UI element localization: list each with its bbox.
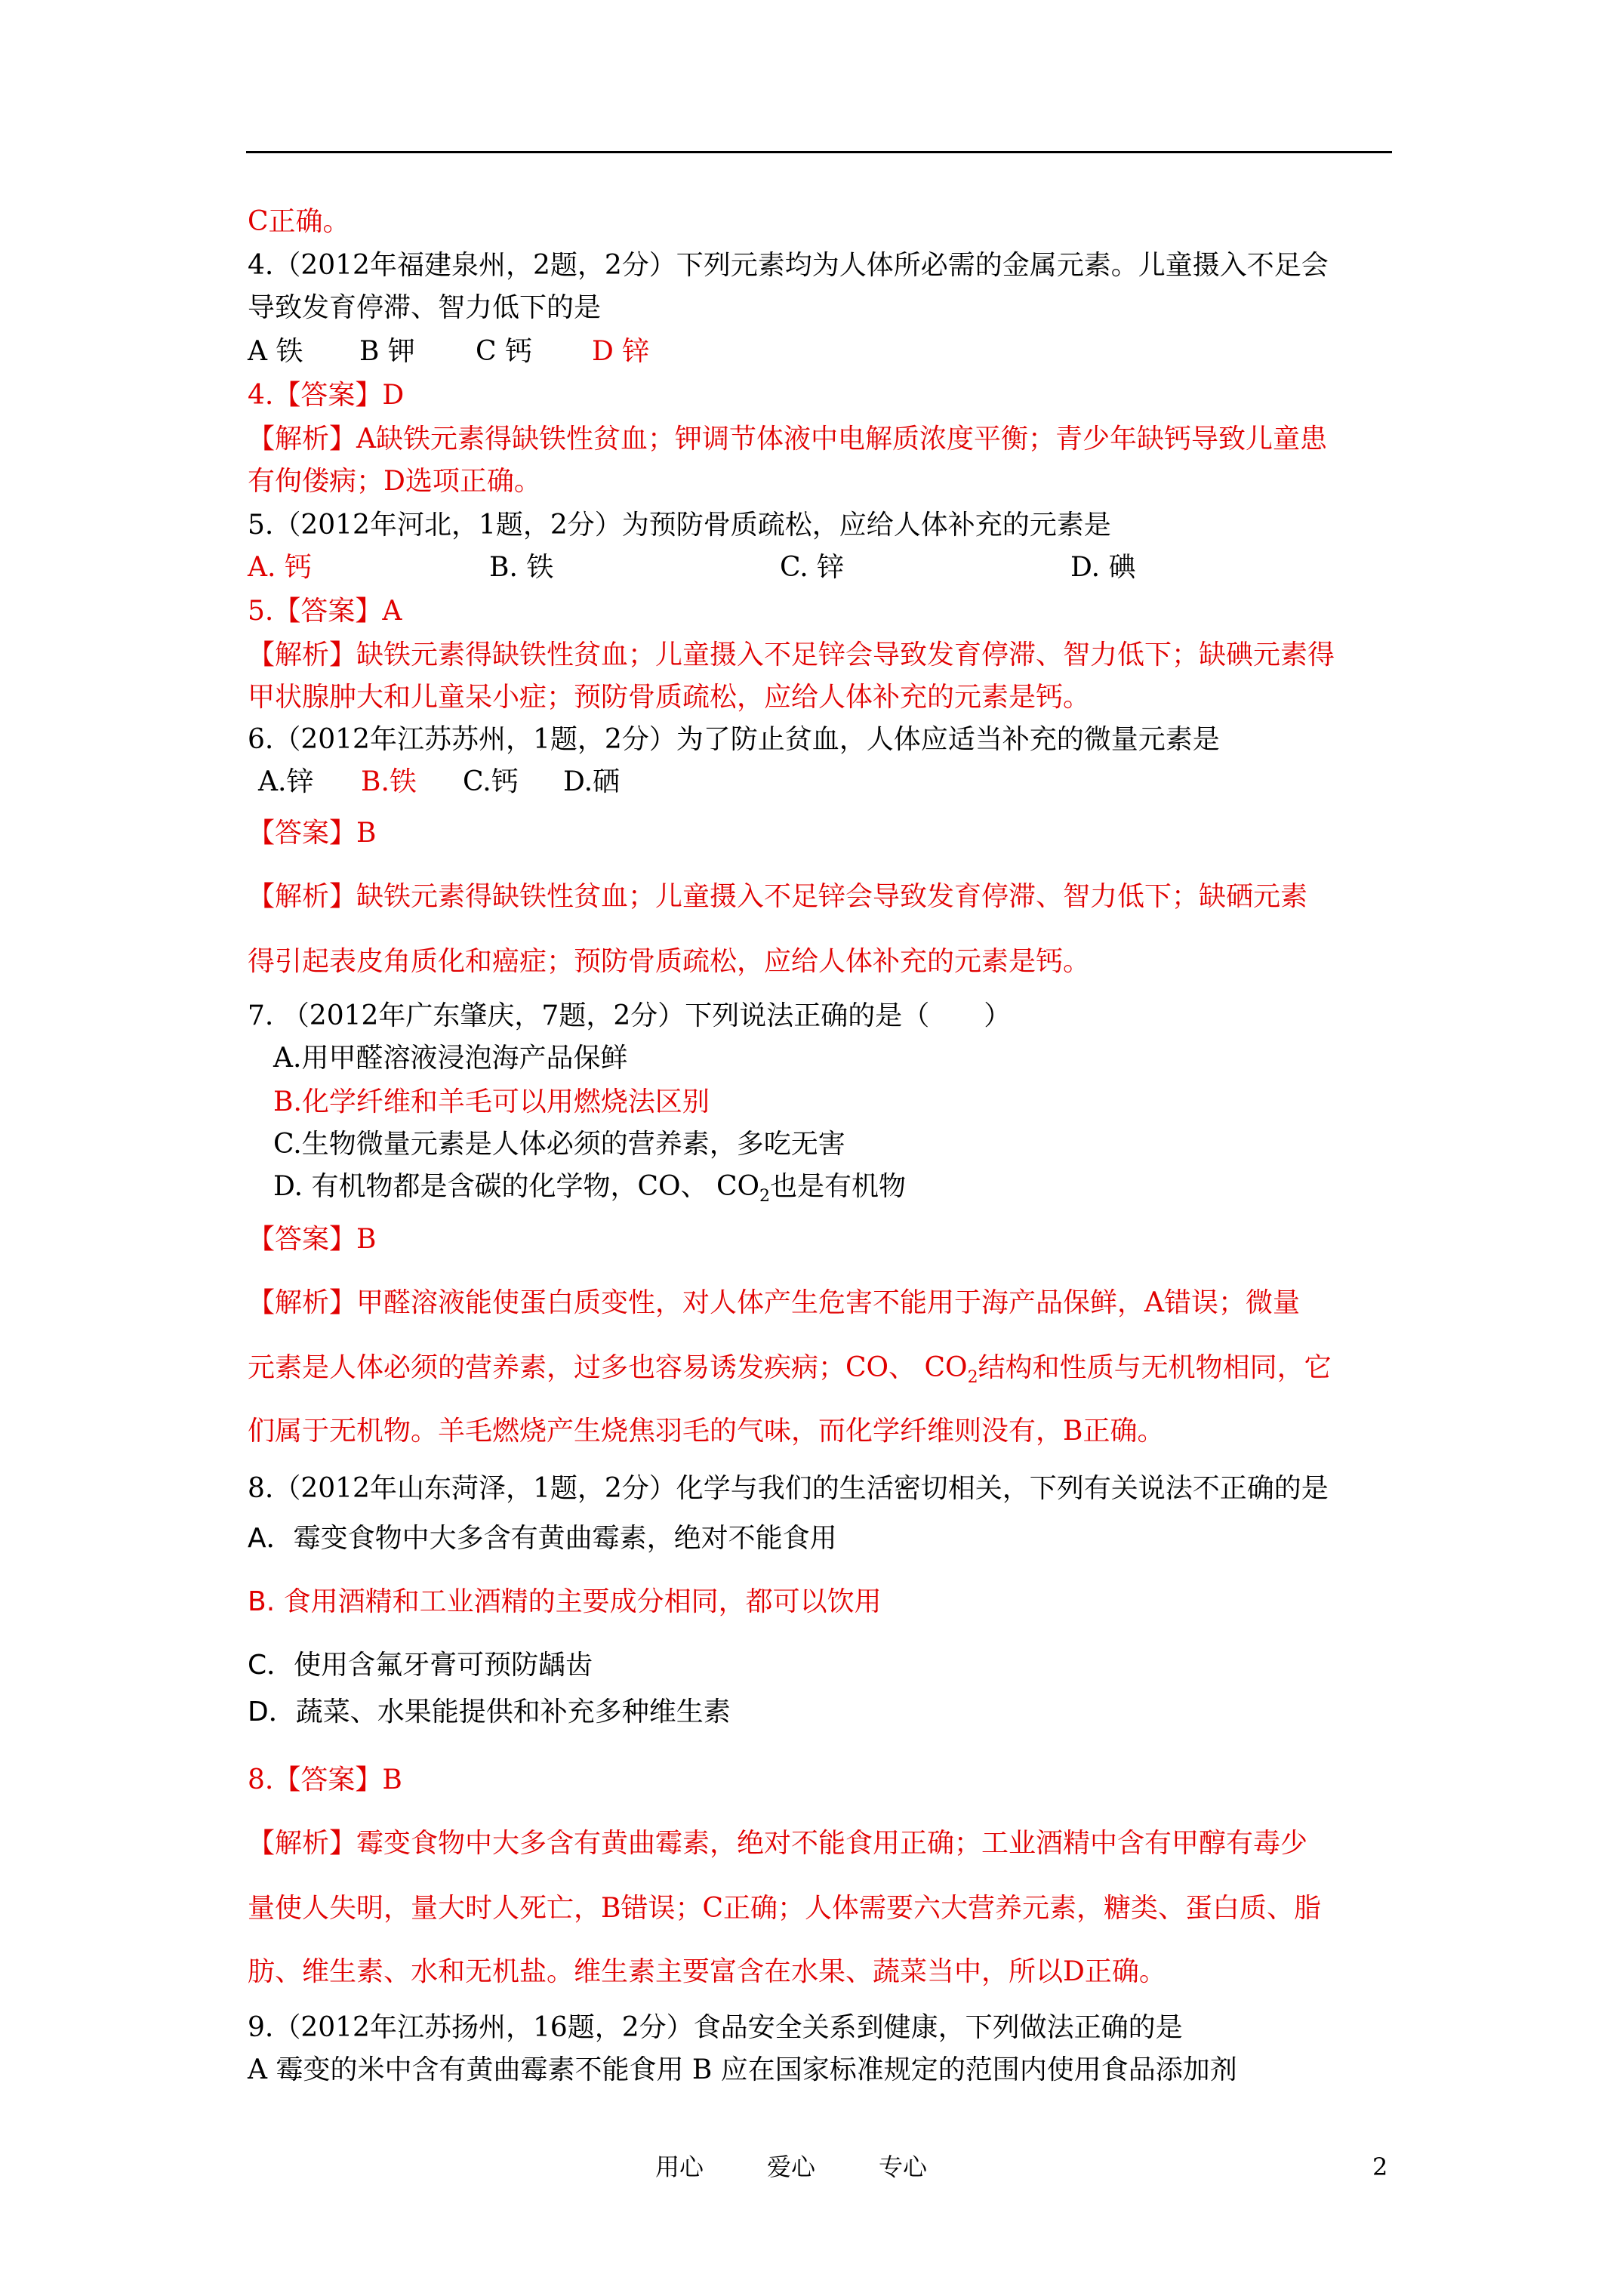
- q5-stem: 5.（2012年河北，1题，2分）为预防骨质疏松，应给人体补充的元素是: [248, 510, 1111, 541]
- q5-option-a: A. 钙: [248, 552, 312, 583]
- footer-word-1: 用心: [655, 2153, 704, 2181]
- q4-stem-cont: 导致发育停滞、智力低下的是: [248, 292, 602, 323]
- q7-option-d-text: D. 有机物都是含碳的化学物，CO、 CO: [273, 1171, 760, 1202]
- q7-analysis: 【解析】甲醛溶液能使蛋白质变性，对人体产生危害不能用于海产品保鲜，A错误；微量: [248, 1287, 1300, 1318]
- header-rule: [246, 151, 1392, 153]
- q4-option-b: B 钾: [359, 336, 415, 367]
- q7-analysis-text: 元素是人体必须的营养素，过多也容易诱发疾病；CO、 CO: [248, 1352, 968, 1383]
- q7-analysis-text-end: 结构和性质与无机物相同，它: [978, 1352, 1332, 1383]
- q6-analysis: 【解析】缺铁元素得缺铁性贫血；儿童摄入不足锌会导致发育停滞、智力低下；缺硒元素: [248, 881, 1308, 912]
- q4-option-a: A 铁: [248, 336, 303, 367]
- q8-stem: 8.（2012年山东菏泽，1题，2分）化学与我们的生活密切相关，下列有关说法不正确的是: [248, 1473, 1329, 1504]
- q5-answer: 5.【答案】A: [248, 596, 402, 627]
- q7-answer: 【答案】B: [248, 1224, 377, 1255]
- q8-option-b: B. 食用酒精和工业酒精的主要成分相同，都可以饮用: [248, 1586, 882, 1617]
- q5-analysis: 【解析】缺铁元素得缺铁性贫血；儿童摄入不足锌会导致发育停滞、智力低下；缺碘元素得: [248, 639, 1335, 670]
- q4-option-c: C 钙: [476, 336, 532, 367]
- q6-option-a: A.锌: [258, 766, 314, 797]
- q7-option-d-subscript: 2: [759, 1187, 771, 1207]
- q5-option-c: C. 锌: [780, 552, 845, 583]
- q4-analysis: 【解析】A缺铁元素得缺铁性贫血；钾调节体液中电解质浓度平衡；青少年缺钙导致儿童患: [248, 424, 1327, 455]
- q5-option-d: D. 碘: [1070, 552, 1136, 583]
- q5-option-b: B. 铁: [489, 552, 554, 583]
- q6-analysis-cont: 得引起表皮角质化和癌症；预防骨质疏松，应给人体补充的元素是钙。: [248, 946, 1091, 977]
- prev-answer-line: C正确。: [248, 206, 350, 237]
- page-number: 2: [1372, 2153, 1388, 2181]
- q7-analysis-subscript: 2: [967, 1368, 978, 1388]
- footer-word-3: 专心: [879, 2153, 928, 2181]
- q9-stem: 9.（2012年江苏扬州，16题，2分）食品安全关系到健康，下列做法正确的是: [248, 2012, 1183, 2043]
- q6-option-d: D.硒: [563, 766, 621, 797]
- q8-analysis-cont: 量使人失明，量大时人死亡，B错误；C正确；人体需要六大营养元素，糖类、蛋白质、脂: [248, 1893, 1322, 1924]
- q8-option-d: D．蔬菜、水果能提供和补充多种维生素: [248, 1697, 731, 1727]
- q8-answer: 8.【答案】B: [248, 1764, 402, 1795]
- q4-analysis-cont: 有佝偻病；D选项正确。: [248, 466, 541, 497]
- q4-option-d: D 锌: [592, 336, 650, 367]
- q7-analysis-cont: [248, 1351, 1332, 1395]
- q6-option-b: B.铁: [361, 766, 417, 797]
- q7-analysis-end: 们属于无机物。羊毛燃烧产生烧焦羽毛的气味，而化学纤维则没有，B正确。: [248, 1416, 1165, 1447]
- q8-analysis: 【解析】霉变食物中大多含有黄曲霉素，绝对不能食用正确；工业酒精中含有甲醇有毒少: [248, 1828, 1308, 1859]
- q6-option-c: C.钙: [463, 766, 519, 797]
- q7-option-d: [273, 1170, 906, 1213]
- q7-stem: 7. （2012年广东肇庆，7题，2分）下列说法正确的是（ ）: [248, 1000, 1012, 1031]
- footer-word-2: 爱心: [767, 2153, 816, 2181]
- q7-option-c: C.生物微量元素是人体必须的营养素，多吃无害: [273, 1129, 845, 1160]
- q9-options: A 霉变的米中含有黄曲霉素不能食用 B 应在国家标准规定的范围内使用食品添加剂: [248, 2054, 1237, 2085]
- q4-answer: 4.【答案】D: [248, 380, 405, 411]
- q8-option-a: A．霉变食物中大多含有黄曲霉素，绝对不能食用: [248, 1523, 837, 1554]
- q7-option-b: B.化学纤维和羊毛可以用燃烧法区别: [273, 1086, 710, 1117]
- q7-option-d-text-end: 也是有机物: [770, 1171, 907, 1202]
- q6-answer: 【答案】B: [248, 818, 377, 849]
- q8-option-c: C．使用含氟牙膏可预防龋齿: [248, 1650, 593, 1681]
- q5-analysis-cont: 甲状腺肿大和儿童呆小症；预防骨质疏松，应给人体补充的元素是钙。: [248, 682, 1091, 713]
- q6-stem: 6.（2012年江苏苏州，1题，2分）为了防止贫血，人体应适当补充的微量元素是: [248, 724, 1220, 755]
- q4-stem: 4.（2012年福建泉州，2题，2分）下列元素均为人体所必需的金属元素。儿童摄入不足会: [248, 250, 1329, 281]
- q7-option-a: A.用甲醛溶液浸泡海产品保鲜: [273, 1043, 628, 1074]
- q8-analysis-end: 肪、维生素、水和无机盐。维生素主要富含在水果、蔬菜当中，所以D正确。: [248, 1956, 1166, 1987]
